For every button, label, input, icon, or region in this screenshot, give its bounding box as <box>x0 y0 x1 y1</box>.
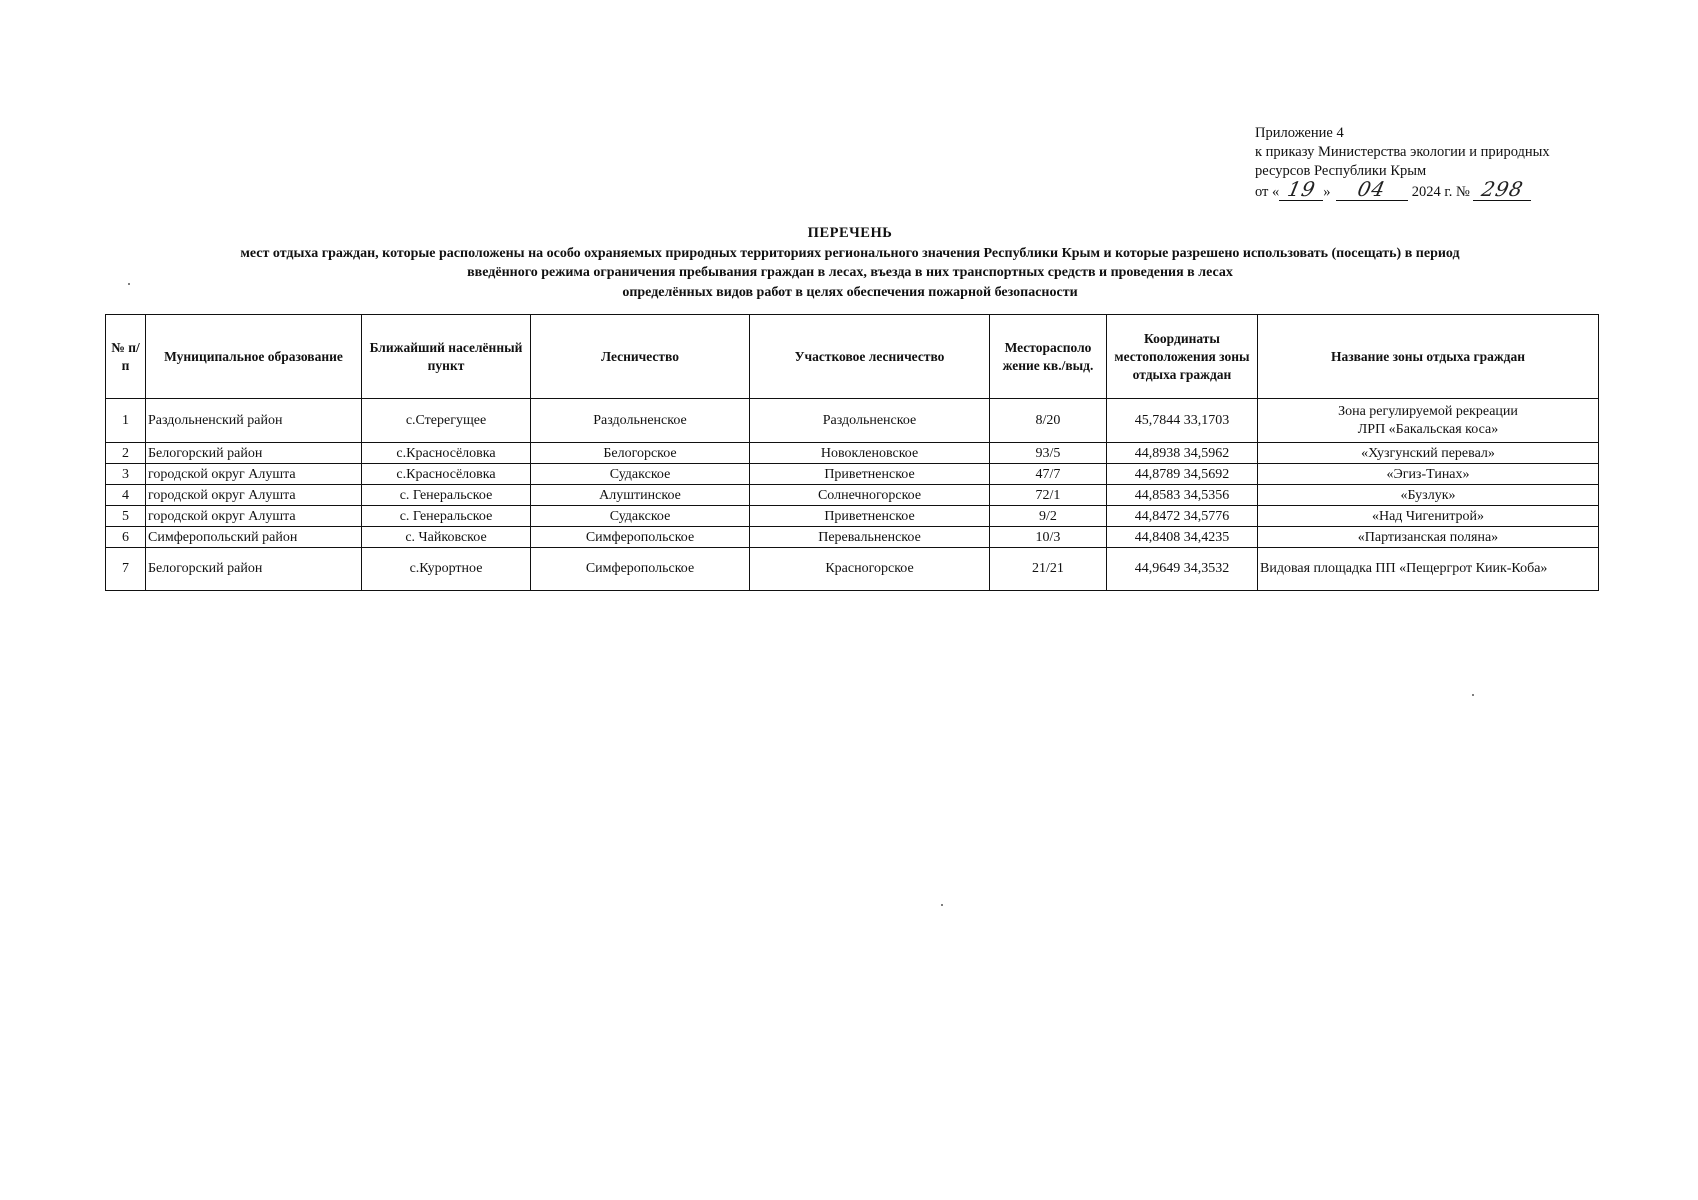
date-mid: » <box>1323 184 1331 200</box>
cell-district-forestry: Раздольненское <box>750 399 990 443</box>
appendix-number: Приложение 4 <box>1255 125 1344 141</box>
cell-district-forestry: Приветненское <box>750 464 990 485</box>
cell-forestry: Алуштинское <box>531 485 750 506</box>
cell-district-forestry: Перевальненское <box>750 527 990 548</box>
document-title <box>105 224 1595 302</box>
zone-name-line-1: Зона регулируемой рекреации <box>1338 403 1518 419</box>
cell-zone-name: «Бузлук» <box>1258 485 1599 506</box>
cell-num: 2 <box>106 443 146 464</box>
cell-municipality: Раздольненский район <box>146 399 362 443</box>
table-header-row <box>106 315 1599 399</box>
cell-coordinates: 44,8408 34,4235 <box>1107 527 1258 548</box>
table-row <box>106 485 1599 506</box>
cell-zone-name: Видовая площадка ПП «Пещергрот Киик-Коба» <box>1258 548 1599 591</box>
cell-zone-name: «Партизанская поляна» <box>1258 527 1599 548</box>
cell-settlement: с. Генеральское <box>362 485 531 506</box>
table-row <box>106 506 1599 527</box>
cell-location: 47/7 <box>990 464 1107 485</box>
cell-num: 7 <box>106 548 146 591</box>
cell-settlement: с. Генеральское <box>362 506 531 527</box>
cell-coordinates: 44,9649 34,3532 <box>1107 548 1258 591</box>
date-day-field <box>1279 177 1323 201</box>
cell-coordinates: 45,7844 33,1703 <box>1107 399 1258 443</box>
cell-municipality: Симферопольский район <box>146 527 362 548</box>
cell-district-forestry: Красногорское <box>750 548 990 591</box>
scan-speck <box>128 283 130 285</box>
header-coordinates: Координаты местоположения зоны отдыха граждан <box>1107 315 1258 399</box>
cell-settlement: с.Стерегущее <box>362 399 531 443</box>
appendix-block <box>1255 124 1675 202</box>
table-row <box>106 548 1599 591</box>
cell-district-forestry: Солнечногорское <box>750 485 990 506</box>
zone-name-line-2: ЛРП «Бакальская коса» <box>1357 421 1499 437</box>
cell-forestry: Симферопольское <box>531 527 750 548</box>
cell-forestry: Симферопольское <box>531 548 750 591</box>
handwritten-month: 04 <box>1355 177 1389 201</box>
appendix-date-line <box>1255 177 1675 202</box>
cell-municipality: городской округ Алушта <box>146 464 362 485</box>
cell-location: 10/3 <box>990 527 1107 548</box>
header-num: № п/п <box>106 315 146 399</box>
cell-location: 9/2 <box>990 506 1107 527</box>
cell-forestry: Судакское <box>531 464 750 485</box>
cell-coordinates: 44,8789 34,5692 <box>1107 464 1258 485</box>
cell-num: 4 <box>106 485 146 506</box>
handwritten-order-number: 298 <box>1479 177 1526 201</box>
order-number-field <box>1473 177 1531 201</box>
title-heading: ПЕРЕЧЕНЬ <box>807 225 893 241</box>
cell-num: 6 <box>106 527 146 548</box>
cell-location: 93/5 <box>990 443 1107 464</box>
cell-num: 5 <box>106 506 146 527</box>
cell-settlement: с. Чайковское <box>362 527 531 548</box>
cell-municipality: городской округ Алушта <box>146 506 362 527</box>
date-month-field <box>1336 177 1408 201</box>
cell-settlement: с.Курортное <box>362 548 531 591</box>
cell-num: 1 <box>106 399 146 443</box>
table-row <box>106 399 1599 443</box>
handwritten-day: 19 <box>1284 177 1318 201</box>
title-line-1: мест отдыха граждан, которые расположены на особо охраняемых природных территориях регионального значения Республики Крым и которые разрешено использовать (посещать) в период <box>240 245 1460 261</box>
cell-coordinates: 44,8938 34,5962 <box>1107 443 1258 464</box>
cell-location: 8/20 <box>990 399 1107 443</box>
header-settlement: Ближайший населённый пункт <box>362 315 531 399</box>
cell-num: 3 <box>106 464 146 485</box>
cell-location: 72/1 <box>990 485 1107 506</box>
cell-coordinates: 44,8472 34,5776 <box>1107 506 1258 527</box>
cell-settlement: с.Красносёловка <box>362 464 531 485</box>
appendix-order-ref: к приказу Министерства экологии и природных <box>1255 144 1550 160</box>
scan-speck <box>941 904 943 906</box>
title-line-2: введённого режима ограничения пребывания граждан в лесах, въезда в них транспортных средств и проведения в лесах <box>467 265 1233 280</box>
cell-municipality: городской округ Алушта <box>146 485 362 506</box>
cell-zone-name: «Хузгунский перевал» <box>1258 443 1599 464</box>
cell-district-forestry: Приветненское <box>750 506 990 527</box>
header-location: Месторасполо жение кв./выд. <box>990 315 1107 399</box>
cell-zone-name: «Эгиз-Тинах» <box>1258 464 1599 485</box>
date-year: 2024 г. № <box>1411 184 1470 200</box>
cell-location: 21/21 <box>990 548 1107 591</box>
cell-forestry: Белогорское <box>531 443 750 464</box>
cell-zone-name: «Над Чигенитрой» <box>1258 506 1599 527</box>
title-line-3: определённых видов работ в целях обеспечения пожарной безопасности <box>622 284 1078 300</box>
scan-speck <box>1472 694 1474 696</box>
cell-forestry: Судакское <box>531 506 750 527</box>
table-row <box>106 464 1599 485</box>
header-zone-name: Название зоны отдыха граждан <box>1258 315 1599 399</box>
cell-municipality: Белогорский район <box>146 443 362 464</box>
header-forestry: Лесничество <box>531 315 750 399</box>
appendix-ministry: ресурсов Республики Крым <box>1255 163 1427 179</box>
cell-settlement: с.Красносёловка <box>362 443 531 464</box>
cell-zone-name <box>1258 399 1599 443</box>
recreation-zones-table <box>105 314 1599 591</box>
header-district-forestry: Участковое лесничество <box>750 315 990 399</box>
table-row <box>106 527 1599 548</box>
cell-coordinates: 44,8583 34,5356 <box>1107 485 1258 506</box>
table-row <box>106 443 1599 464</box>
cell-forestry: Раздольненское <box>531 399 750 443</box>
cell-municipality: Белогорский район <box>146 548 362 591</box>
cell-district-forestry: Новокленовское <box>750 443 990 464</box>
header-municipality: Муниципальное образование <box>146 315 362 399</box>
date-prefix: от « <box>1255 184 1280 200</box>
